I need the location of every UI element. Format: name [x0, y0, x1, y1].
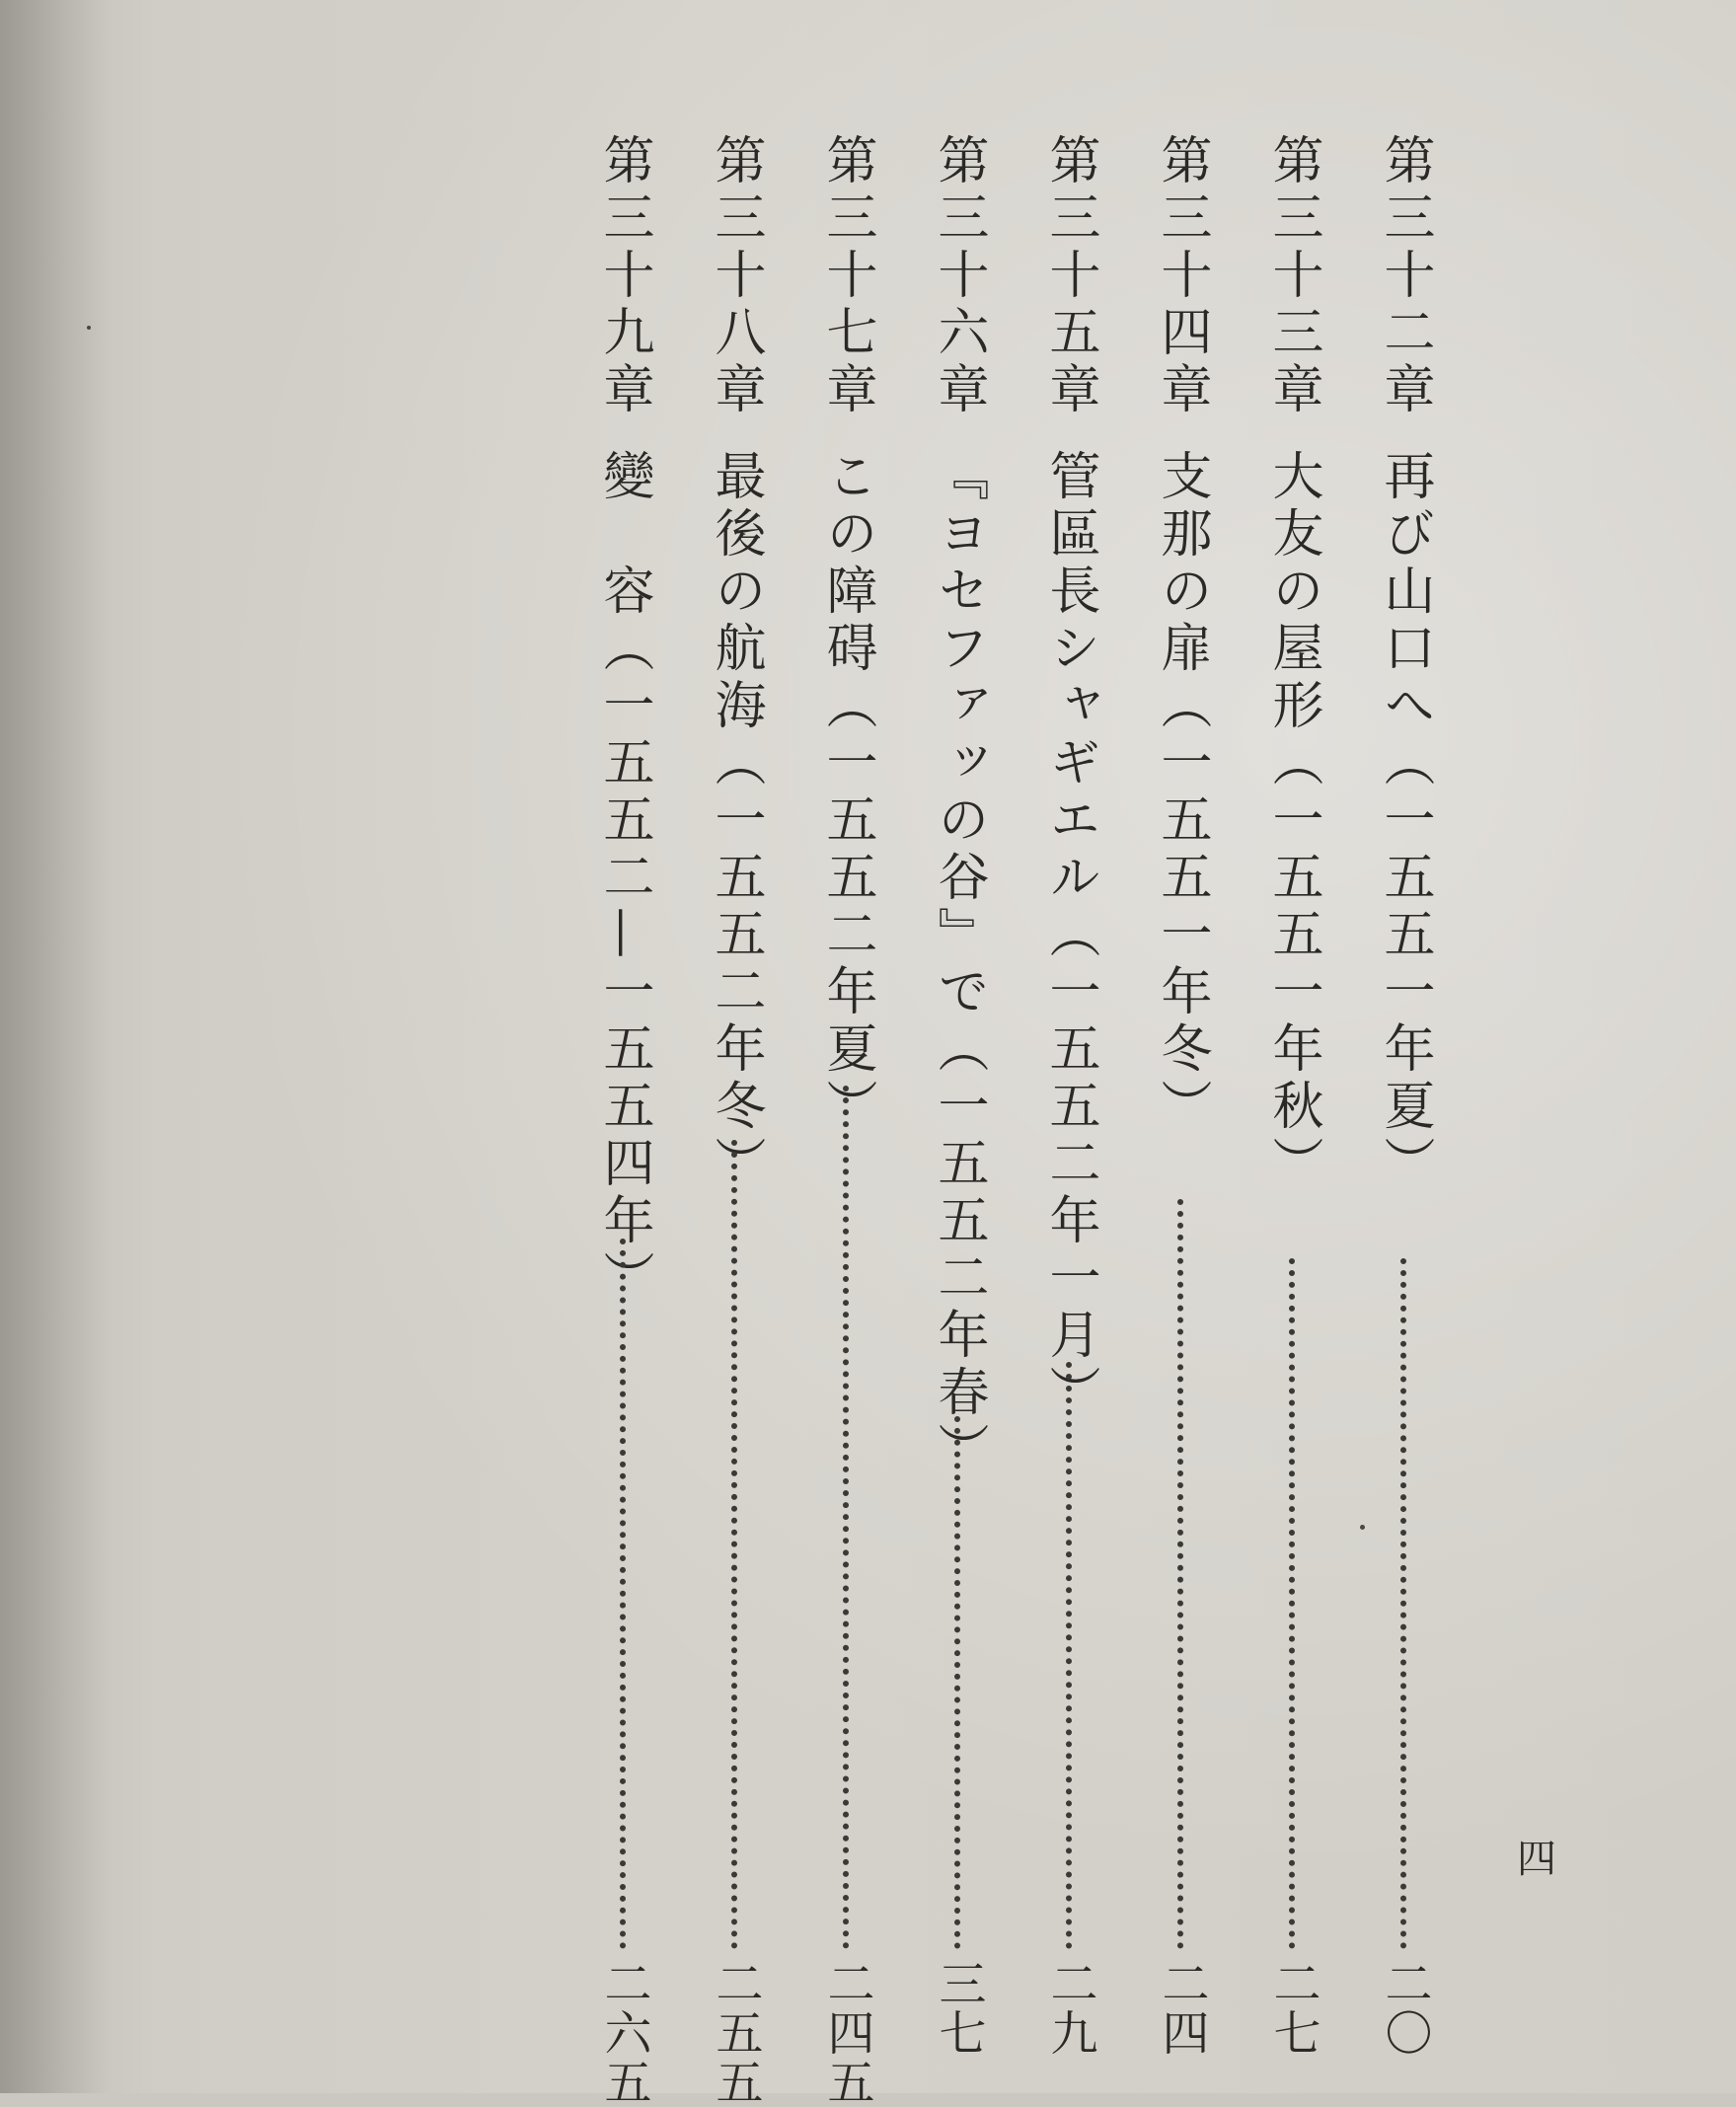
toc-entry	[1040, 133, 1099, 2058]
page-reference: 三七	[931, 1959, 986, 2058]
chapter-title: 支那の扉	[1152, 449, 1211, 678]
dot-leader	[1400, 1258, 1412, 1949]
chapter-number: 第三十二章	[1375, 133, 1434, 419]
chapter-title: 變 容	[594, 449, 653, 621]
page-number: 四	[1517, 1837, 1556, 1882]
chapter-date: （一五五二年春）	[929, 1021, 988, 1479]
toc-entry	[1152, 133, 1211, 2058]
dot-leader	[954, 1416, 966, 1949]
chapter-number: 第三十七章	[817, 133, 876, 419]
toc-entry	[1263, 133, 1322, 2058]
toc-entry	[817, 133, 876, 2107]
dot-leader	[1289, 1258, 1301, 1949]
chapter-date: （一五五二年夏）	[817, 678, 876, 1136]
chapter-title: 再び山口へ	[1375, 449, 1434, 735]
chapter-title: 最後の航海	[706, 449, 765, 735]
page-reference: 二六五	[596, 1959, 651, 2107]
dot-leader	[620, 1239, 632, 1949]
chapter-number: 第三十五章	[1040, 133, 1099, 419]
paper-speck	[87, 326, 91, 330]
page-reference: 二七	[1265, 1959, 1321, 2058]
chapter-title: 管區長シャギエル	[1040, 449, 1099, 907]
dot-leader	[1066, 1362, 1078, 1949]
chapter-date: （一五五二年一月）	[1040, 907, 1099, 1422]
chapter-number: 第三十九章	[594, 133, 653, 419]
chapter-date: （一五五二年冬）	[706, 735, 765, 1193]
chapter-date: （一五五一年冬）	[1152, 678, 1211, 1136]
dot-leader	[843, 1086, 855, 1949]
chapter-date: （一五五一年夏）	[1375, 735, 1434, 1193]
chapter-number: 第三十四章	[1152, 133, 1211, 419]
toc-entry	[1375, 133, 1434, 2058]
dot-leader	[1177, 1199, 1189, 1949]
page-reference: 二九	[1042, 1959, 1097, 2058]
page-reference: 二〇	[1377, 1959, 1432, 2058]
toc-entry	[706, 133, 765, 2107]
paper-speck	[1360, 1525, 1365, 1530]
toc-entry	[594, 133, 653, 2107]
chapter-number: 第三十三章	[1263, 133, 1322, 419]
page-reference: 二四五	[819, 1959, 874, 2107]
chapter-date: （一五五一年秋）	[1263, 735, 1322, 1193]
chapter-title: 大友の屋形	[1263, 449, 1322, 735]
toc-entry	[929, 133, 988, 2058]
binding-shadow	[0, 0, 109, 2093]
chapter-date: （一五五二—一五五四年）	[594, 621, 653, 1308]
chapter-title: この障碍	[817, 449, 876, 678]
page-reference: 二四	[1154, 1959, 1209, 2058]
page-reference: 二五五	[708, 1959, 763, 2107]
dot-leader	[731, 1140, 743, 1949]
chapter-number: 第三十六章	[929, 133, 988, 419]
chapter-title: 『ヨセファッの谷』で	[929, 449, 988, 1021]
chapter-number: 第三十八章	[706, 133, 765, 419]
